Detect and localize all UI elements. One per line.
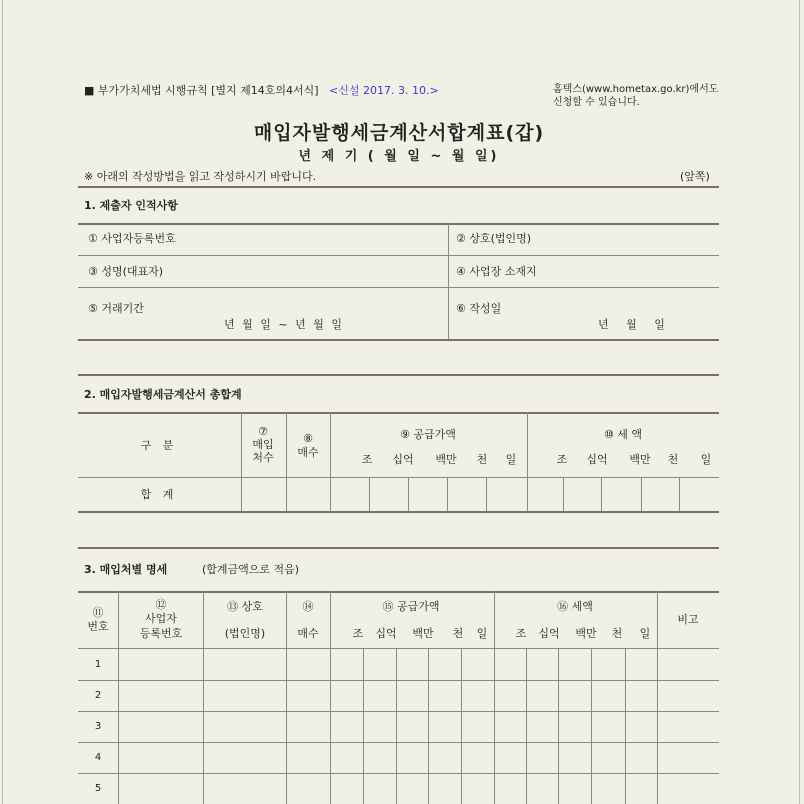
- vertical-rule: [447, 477, 448, 511]
- horizontal-rule: [78, 547, 719, 549]
- vertical-rule: [448, 223, 449, 339]
- unit-label: 십억: [538, 627, 560, 640]
- horizontal-rule: [78, 255, 719, 256]
- unit-label: 조: [556, 453, 568, 466]
- regulation-text: ■ 부가가치세법 시행규칙 [별지 제14호의4서식]: [84, 84, 319, 97]
- horizontal-rule: [78, 680, 719, 681]
- total-label: 합 계: [140, 488, 178, 501]
- horizontal-rule: [78, 287, 719, 288]
- field-address[interactable]: ④ 사업장 소재지: [456, 265, 537, 278]
- trade-period-value[interactable]: 년 월 일 ~ 년 월 일: [224, 318, 342, 331]
- vertical-rule: [363, 648, 364, 804]
- col13-label: ⑬ 상호: [227, 600, 263, 613]
- col12-number: ⑫: [155, 598, 167, 611]
- period-line: 년 제 기 ( 월 일 ~ 월 일): [298, 149, 500, 164]
- unit-label: 십억: [392, 453, 414, 466]
- vertical-rule: [641, 477, 642, 511]
- horizontal-rule: [78, 339, 719, 341]
- vertical-rule: [330, 412, 331, 511]
- field-written-date: ⑥ 작성일: [456, 302, 502, 315]
- col7-number: ⑦: [258, 425, 268, 438]
- col11-label: 번호: [87, 620, 109, 633]
- instruction-text: ※ 아래의 작성방법을 읽고 작성하시기 바랍니다.: [84, 170, 317, 183]
- col15-label: ⑮ 공급가액: [382, 600, 440, 613]
- field-representative[interactable]: ③ 성명(대표자): [88, 265, 164, 278]
- page-frame: [2, 0, 800, 804]
- vertical-rule: [241, 412, 242, 511]
- field-business-number[interactable]: ① 사업자등록번호: [88, 232, 176, 245]
- unit-label: 일: [476, 627, 488, 640]
- unit-label: 일: [639, 627, 651, 640]
- horizontal-rule: [78, 186, 719, 188]
- unit-label: 십억: [586, 453, 608, 466]
- vertical-rule: [526, 648, 527, 804]
- horizontal-rule: [78, 742, 719, 743]
- vertical-rule: [601, 477, 602, 511]
- vertical-rule: [428, 648, 429, 804]
- horizontal-rule: [78, 374, 719, 376]
- vertical-rule: [408, 477, 409, 511]
- col7-label-a: 매입: [252, 438, 274, 451]
- row-number: 2: [94, 690, 102, 701]
- section2-title: 2. 매입자발행세금계산서 총합계: [84, 388, 242, 401]
- col14-number: ⑭: [302, 600, 314, 613]
- unit-label: 백만: [575, 627, 597, 640]
- vertical-rule: [563, 477, 564, 511]
- vertical-rule: [486, 477, 487, 511]
- horizontal-rule: [78, 591, 719, 593]
- horizontal-rule: [78, 223, 719, 225]
- unit-label: 일: [505, 453, 517, 466]
- unit-label: 조: [361, 453, 373, 466]
- horizontal-rule: [78, 648, 719, 649]
- hometax-note-2: 신청할 수 있습니다.: [553, 97, 640, 108]
- horizontal-rule: [78, 477, 719, 478]
- unit-label: 백만: [435, 453, 457, 466]
- remark-label: 비고: [677, 613, 699, 626]
- col-category: 구 분: [140, 439, 178, 452]
- col12-label-b: 등록번호: [139, 627, 183, 640]
- vertical-rule: [461, 648, 462, 804]
- vertical-rule: [625, 648, 626, 804]
- row-number: 4: [94, 752, 102, 763]
- unit-label: 일: [700, 453, 712, 466]
- vertical-rule: [679, 477, 680, 511]
- col10-label: ⑩ 세 액: [603, 428, 643, 441]
- unit-label: 백만: [629, 453, 651, 466]
- col16-label: ⑯ 세액: [557, 600, 593, 613]
- col8-label: 매수: [297, 446, 319, 459]
- revision-text: <신설 2017. 3. 10.>: [329, 84, 439, 97]
- section3-note: (합계금액으로 적음): [202, 563, 300, 576]
- col9-label: ⑨ 공급가액: [400, 428, 456, 441]
- vertical-rule: [591, 648, 592, 804]
- unit-label: 백만: [412, 627, 434, 640]
- col12-label-a: 사업자: [145, 612, 177, 625]
- vertical-rule: [369, 477, 370, 511]
- unit-label: 천: [476, 453, 488, 466]
- horizontal-rule: [78, 511, 719, 513]
- unit-label: 천: [452, 627, 464, 640]
- vertical-rule: [558, 648, 559, 804]
- vertical-rule: [286, 412, 287, 511]
- hometax-note-1: 홈택스(www.hometax.go.kr)에서도: [553, 84, 719, 95]
- vertical-rule: [396, 648, 397, 804]
- col7-label-b: 처수: [252, 451, 274, 464]
- col11-number: ⑪: [92, 606, 104, 619]
- form-title: 매입자발행세금계산서합계표(갑): [253, 122, 545, 144]
- row-number: 3: [94, 721, 102, 732]
- col14-label: 매수: [297, 627, 319, 640]
- vertical-rule: [527, 412, 528, 511]
- horizontal-rule: [78, 773, 719, 774]
- horizontal-rule: [78, 412, 719, 414]
- section1-title: 1. 제출자 인적사항: [84, 199, 178, 212]
- field-trade-period: ⑤ 거래기간: [88, 302, 144, 315]
- row-number: 1: [94, 659, 102, 670]
- page-side: (앞쪽): [680, 170, 710, 183]
- unit-label: 조: [352, 627, 364, 640]
- col8-number: ⑧: [303, 432, 313, 445]
- col13-label-b: (법인명): [224, 627, 266, 640]
- horizontal-rule: [78, 711, 719, 712]
- unit-label: 천: [611, 627, 623, 640]
- field-company-name[interactable]: ② 상호(법인명): [456, 232, 532, 245]
- section3-title: 3. 매입처별 명세: [84, 563, 168, 576]
- written-date-value[interactable]: 년 월 일: [598, 318, 665, 331]
- row-number: 5: [94, 783, 102, 794]
- unit-label: 천: [667, 453, 679, 466]
- unit-label: 십억: [375, 627, 397, 640]
- unit-label: 조: [515, 627, 527, 640]
